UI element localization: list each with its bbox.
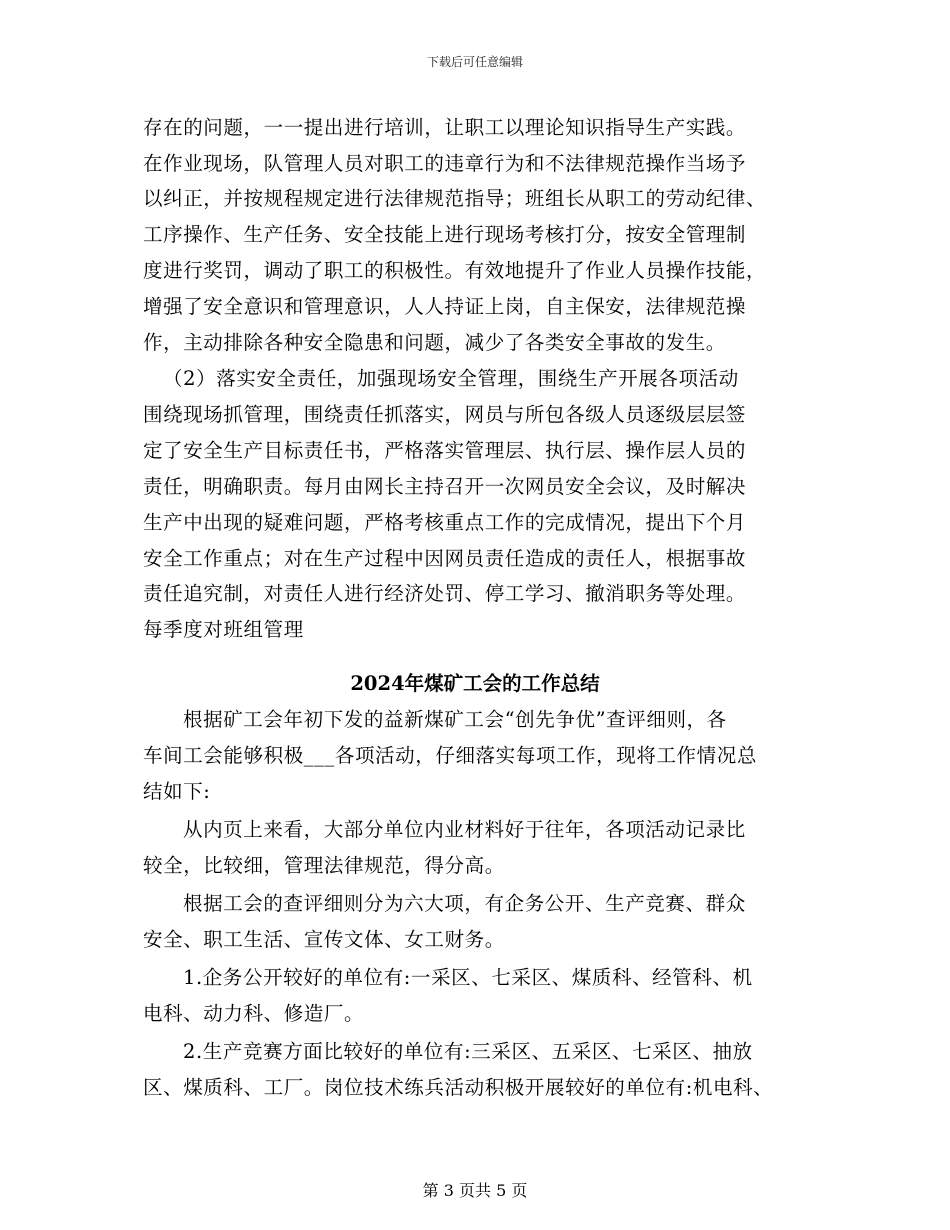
paragraph-line: 从内页上来看，大部分单位内业材料好于往年，各项活动记录比: [183, 818, 746, 841]
paragraph-line: 根据工会的查评细则分为六大项，有企务公开、生产竞赛、群众: [183, 892, 746, 915]
paragraph-line: 安全工作重点；对在生产过程中因网员责任造成的责任人，根据事故: [143, 547, 747, 570]
paragraph-line: 以纠正，并按规程规定进行法律规范指导；班组长从职工的劳动纪律、: [143, 187, 767, 210]
paragraph-line: 增强了安全意识和管理意识，人人持证上岗，自主保安，法律规范操: [143, 295, 747, 318]
paragraph-line: 根据矿工会年初下发的益新煤矿工会“创先争优”查评细则，各: [183, 708, 727, 731]
paragraph-line: 每季度对班组管理: [143, 618, 304, 641]
paragraph-line: 结如下:: [143, 780, 211, 803]
paragraph-line: 围绕现场抓管理，围绕责任抓落实，网员与所包各级人员逐级层层签: [143, 403, 747, 426]
paragraph-line: 责任追究制，对责任人进行经济处罚、停工学习、撤消职务等处理。: [143, 582, 747, 605]
paragraph-line: 定了安全生产目标责任书，严格落实管理层、执行层、操作层人员的: [143, 439, 747, 462]
paragraph-line: 车间工会能够积极___各项活动，仔细落实每项工作，现将工作情况总: [143, 744, 757, 767]
paragraph-line: 工序操作、生产任务、安全技能上进行现场考核打分，按安全管理制: [143, 223, 747, 246]
paragraph-line: 区、煤质科、工厂。岗位技术练兵活动积极开展较好的单位有:机电科、: [143, 1076, 774, 1099]
paragraph-line: 存在的问题，一一提出进行培训，让职工以理论知识指导生产实践。: [143, 116, 747, 139]
page-footer: 第 3 页共 5 页: [422, 1181, 528, 1200]
paragraph-line: 2.生产竞赛方面比较好的单位有:三采区、五采区、七采区、抽放: [183, 1040, 753, 1063]
paragraph-line: 安全、职工生活、宣传文体、女工财务。: [143, 928, 505, 951]
paragraph-line: （2）落实安全责任，加强现场安全管理，围绕生产开展各项活动: [163, 367, 739, 390]
paragraph-line: 责任，明确职责。每月由网长主持召开一次网员安全会议，及时解决: [143, 475, 747, 498]
paragraph-line: 在作业现场，队管理人员对职工的违章行为和不法律规范操作当场予: [143, 152, 747, 175]
paragraph-line: 度进行奖罚，调动了职工的积极性。有效地提升了作业人员操作技能，: [143, 259, 767, 282]
paragraph-line: 较全，比较细，管理法律规范，得分高。: [143, 854, 505, 877]
page-header: 下载后可任意编辑: [426, 55, 523, 69]
paragraph-line: 1.企务公开较好的单位有:一采区、七采区、煤质科、经管科、机: [183, 966, 753, 989]
document-title: 2024年煤矿工会的工作总结: [350, 672, 600, 695]
paragraph-line: 电科、动力科、修造厂。: [143, 1002, 365, 1025]
paragraph-line: 生产中出现的疑难问题，严格考核重点工作的完成情况，提出下个月: [143, 511, 747, 534]
paragraph-line: 作，主动排除各种安全隐患和问题，减少了各类安全事故的发生。: [143, 331, 726, 354]
